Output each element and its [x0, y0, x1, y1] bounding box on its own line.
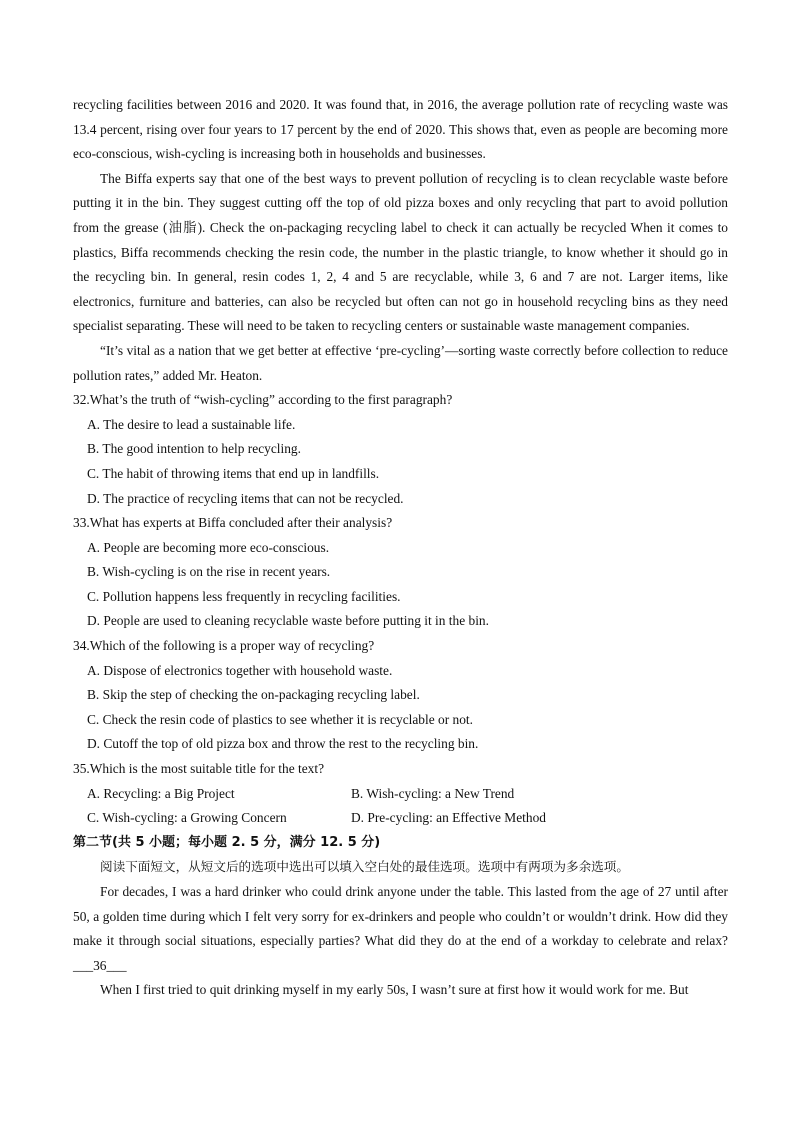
section2-paragraph-2: When I first tried to quit drinking myself in my early 50s, I wasn’t sure at first how it would work for me. But: [100, 982, 689, 998]
option-c: C. Wish-cycling: a Growing Concern: [87, 810, 287, 826]
question-stem: 33.What has experts at Biffa concluded after their analysis?: [73, 515, 393, 531]
option-d: D. Pre-cycling: an Effective Method: [351, 810, 546, 826]
question-34: [73, 634, 728, 757]
section2-paragraph-1: For decades, I was a hard drinker who could drink anyone under the table. This lasted from the age of 27 until after 50, a golden time during which I felt very sorry for ex-drinkers and people who couldn’t or wouldn’t drink. How did they make it through social situations, especially parties? What did they do at the end of a workday to celebrate and relax? ___36___: [73, 884, 728, 973]
passage-paragraph-3: “It’s vital as a nation that we get better at effective ‘pre-cycling’—sorting waste correctly before collection to reduce pollution rates,” added Mr. Heaton.: [73, 342, 728, 383]
option-c: C. Check the resin code of plastics to see whether it is recyclable or not.: [87, 711, 473, 727]
question-stem: 32.What’s the truth of “wish-cycling” according to the first paragraph?: [73, 392, 453, 408]
question-32: [73, 388, 728, 511]
option-row: [73, 806, 728, 831]
question-35: [73, 757, 728, 831]
option-row: [73, 782, 728, 807]
option-b: B. Wish-cycling: a New Trend: [351, 785, 515, 801]
option-a: A. Recycling: a Big Project: [87, 785, 235, 801]
option-c: C. The habit of throwing items that end up in landfills.: [87, 465, 380, 481]
option-d: D. People are used to cleaning recyclable waste before putting it in the bin.: [87, 613, 489, 629]
section-heading: 第二节(共 5 小题；每小题 2. 5 分，满分 12. 5 分): [73, 834, 381, 850]
option-b: B. The good intention to help recycling.: [87, 441, 301, 457]
option-c: C. Pollution happens less frequently in recycling facilities.: [87, 588, 401, 604]
option-b: B. Skip the step of checking the on-packaging recycling label.: [87, 687, 420, 703]
passage-paragraph-2: The Biffa experts say that one of the best ways to prevent pollution of recycling is to clean recyclable waste before putting it in the bin. They suggest cutting off the top of old pizza boxes and only recycling that part to avoid pollution from the grease (油脂). Check the on-packaging recycling label to check it can actually be recycled When it comes to plastics, Biffa recommends checking the resin code, the number in the plastic triangle, to know whether it should go in the recycling bin. In general, resin codes 1, 2, 4 and 5 are recyclable, while 3, 6 and 7 are not. Larger items, like electronics, furniture and batteries, can also be recycled but often can not go in household recycling bins as they need specialist separating. These will need to be taken to recycling centers or sustainable waste management companies.: [73, 170, 728, 334]
option-d: D. Cutoff the top of old pizza box and throw the rest to the recycling bin.: [87, 736, 479, 752]
option-d: D. The practice of recycling items that can not be recycled.: [87, 490, 404, 506]
section-instruction: 阅读下面短文，从短文后的选项中选出可以填入空白处的最佳选项。选项中有两项为多余选项。: [100, 859, 629, 875]
passage-paragraph-1: recycling facilities between 2016 and 2020. It was found that, in 2016, the average pollution rate of recycling waste was 13.4 percent, rising over four years to 17 percent by the end of 2020. This shows that, even as people are becoming more eco-conscious, wish-cycling is increasing both in households and businesses.: [73, 97, 728, 162]
document-page: [73, 93, 728, 1003]
option-a: A. People are becoming more eco-conscious.: [87, 539, 330, 555]
option-b: B. Wish-cycling is on the rise in recent years.: [87, 564, 331, 580]
option-a: A. The desire to lead a sustainable life.: [87, 416, 296, 432]
option-a: A. Dispose of electronics together with household waste.: [87, 662, 393, 678]
question-stem: 34.Which of the following is a proper way of recycling?: [73, 638, 375, 654]
question-stem: 35.Which is the most suitable title for the text?: [73, 761, 325, 777]
question-33: [73, 511, 728, 634]
